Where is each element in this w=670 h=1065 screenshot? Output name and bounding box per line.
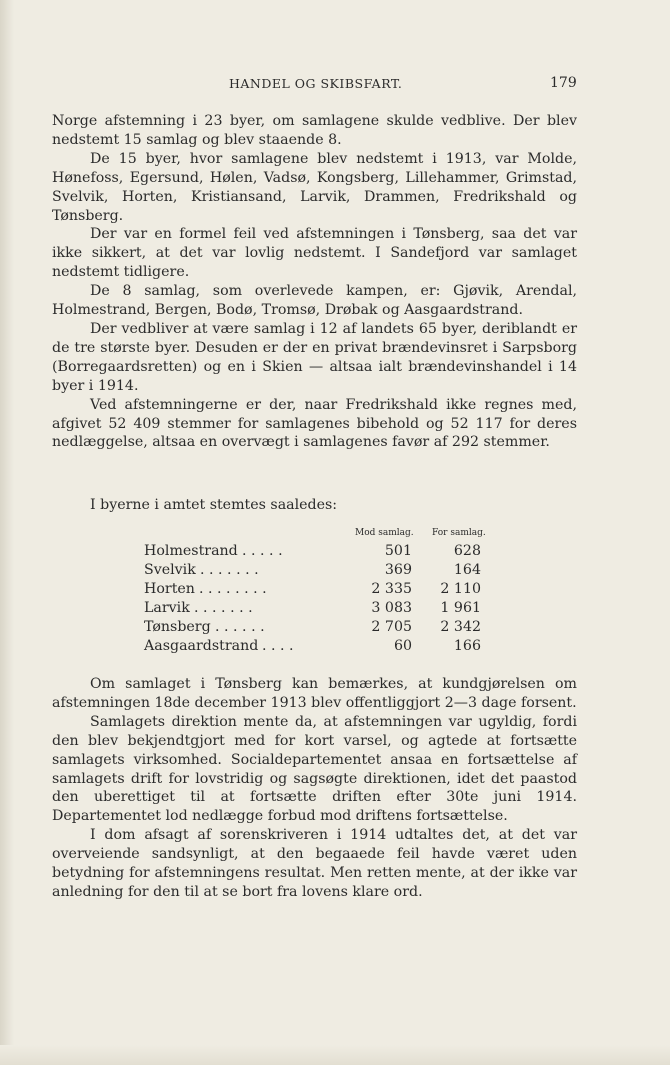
table-row [144,561,504,580]
votes-against: 3 083 [371,600,412,616]
page-edge-shadow [0,0,14,1065]
table-intro: I byerne i amtet stemtes saaledes: [90,497,338,513]
town-name: Holmestrand [144,543,238,559]
votes-against: 369 [384,562,412,578]
votes-for: 166 [453,638,481,654]
paragraph: Der vedbliver at være samlag i 12 af landets 65 byer, deriblandt er de tre største byer. Desuden er der en privat brændevinsret i Sarpsborg (Borregaardsretten) og en i Skien — altsaa ialt brændevinshandel i 14 byer i 1914. [52,320,577,394]
table-row [144,580,504,599]
page-number: 179 [550,75,577,91]
leader-dots: . . . . . . . . [199,581,267,597]
town-name: Tønsberg [144,619,211,635]
votes-for: 628 [453,543,481,559]
paragraph: Ved afstemningerne er der, naar Fredrikshald ikke regnes med, afgivet 52 409 stemmer for samlagenes bibehold og 52 117 for deres nedlæggelse, altsaa en overvægt i samlagenes favør af 292 stemmer. [52,396,577,451]
leader-dots: . . . . . . [215,619,265,635]
paragraph: De 15 byer, hvor samlagene blev nedstemt i 1913, var Molde, Hønefoss, Egersund, Hølen, Vadsø, Kongsberg, Lillehammer, Grimstad, Svelvik, Horten, Kristiansand, Larvik, Drammen, Fredrikshald og Tønsberg. [52,150,577,224]
paragraph: I dom afsagt af sorenskriveren i 1914 udtaltes det, at det var overveiende sandsynligt, at den begaaede feil havde været uden betydning for afstemningens resultat. Men retten mente, at der ikke var anledning for den til at se bort fra lovens klare ord. [52,827,577,900]
town-name: Aasgaardstrand [144,638,259,654]
table-row [144,618,504,637]
votes-for: 2 110 [440,581,481,597]
paragraph: Der var en formel feil ved afstemningen i Tønsberg, saa det var ikke sikkert, at det var lovlig nedstemt. I Sandefjord var samlaget nedstemt tidligere. [52,226,577,281]
town-name: Horten [144,581,195,597]
table-row [144,542,504,561]
header-for: For samlag. [432,528,486,538]
page-edge-bottom [0,1045,670,1065]
votes-against: 501 [384,543,412,559]
votes-against: 2 335 [371,581,412,597]
paragraph: De 8 samlag, som overlevede kampen, er: Gjøvik, Arendal, Holmestrand, Bergen, Bodø, Tromsø, Drøbak og Aasgaardstrand. [52,283,577,319]
leader-dots: . . . . . . . [194,600,253,616]
votes-for: 2 342 [440,619,481,635]
paragraph: Norge afstemning i 23 byer, om samlagene skulde vedblive. Der blev nedstemt 15 samlag og blev staaende 8. [52,113,577,148]
town-name: Svelvik [144,562,196,578]
votes-for: 164 [453,562,481,578]
table-header [144,526,504,542]
leader-dots: . . . . [262,638,294,654]
leader-dots: . . . . . . . [200,562,259,578]
table-row [144,599,504,618]
town-name: Larvik [144,600,190,616]
votes-against: 2 705 [371,619,412,635]
body-text-bottom [52,675,577,902]
paragraph: Samlagets direktion mente da, at afstemningen var ugyldig, fordi den blev bekjendtgjort med for kort varsel, og agtede at fortsætte samlagets virksomhed. Socialdepartementet ansaa en fortsættelse af samlagets drift for lovstridig og sagsøgte direktionen, idet det paastod den uberettiget til at fortsætte driften efter 30te juni 1914. Departementet lod nedlægge forbud mod driftens fortsættelse. [52,713,577,825]
running-title: HANDEL OG SKIBSFART. [229,76,403,91]
paragraph: Om samlaget i Tønsberg kan bemærkes, at kundgjørelsen om afstemningen 18de december 1913 blev offentliggjort 2—3 dage forsent. [52,676,577,711]
body-text-top [52,112,577,452]
leader-dots: . . . . . [242,543,283,559]
votes-against: 60 [393,638,412,654]
header-against: Mod samlag. [355,528,414,538]
votes-for: 1 961 [440,600,481,616]
vote-table [144,526,504,656]
table-row [144,637,504,656]
